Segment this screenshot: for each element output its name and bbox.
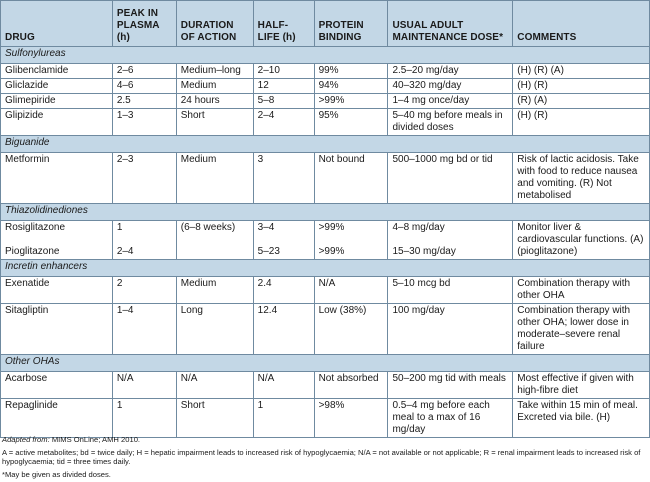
drug-name: Rosiglitazone: [5, 222, 66, 233]
cell-drug: Gliclazide: [1, 79, 113, 94]
cell-protein: [314, 221, 388, 260]
dose-value: 4–8 mg/day: [392, 222, 445, 233]
peak-value: 1: [116, 222, 123, 233]
cell-protein: >99%: [314, 94, 388, 109]
cell-peak: 2–3: [112, 153, 176, 204]
table-row: [1, 153, 650, 204]
source-label: Adapted from:: [2, 435, 50, 444]
cell-peak: 1–4: [112, 304, 176, 355]
cell-half-life: N/A: [253, 372, 314, 399]
col-header-drug: DRUG: [1, 1, 113, 47]
cell-protein: >98%: [314, 399, 388, 438]
cell-comments: (H) (R): [513, 79, 650, 94]
half-life-value: 3–4: [257, 222, 275, 233]
table-row: [1, 277, 650, 304]
cell-half-life: 2.4: [253, 277, 314, 304]
cell-half-life: 1: [253, 399, 314, 438]
cell-dose: 2.5–20 mg/day: [388, 64, 513, 79]
cell-dose: [388, 221, 513, 260]
cell-duration: Medium: [176, 79, 253, 94]
table-row: [1, 94, 650, 109]
cell-drug: Metformin: [1, 153, 113, 204]
cell-dose: 1–4 mg once/day: [388, 94, 513, 109]
col-header-dose: USUAL ADULT MAINTENANCE DOSE*: [388, 1, 513, 47]
cell-comments: (H) (R): [513, 109, 650, 136]
cell-half-life: [253, 221, 314, 260]
category-row: [1, 260, 650, 277]
col-header-duration: DURATION OF ACTION: [176, 1, 253, 47]
category-row: [1, 204, 650, 221]
source-text: MIMS OnLine; AMH 2010.: [49, 435, 141, 444]
table-row: [1, 221, 650, 260]
cell-dose: 500–1000 mg bd or tid: [388, 153, 513, 204]
cell-comments: (R) (A): [513, 94, 650, 109]
cell-duration: (6–8 weeks): [176, 221, 253, 260]
cell-protein: Not absorbed: [314, 372, 388, 399]
cell-half-life: 3: [253, 153, 314, 204]
col-header-peak: PEAK IN PLASMA (h): [112, 1, 176, 47]
cell-peak: 1: [112, 399, 176, 438]
cell-drug: Repaglinide: [1, 399, 113, 438]
category-row: [1, 136, 650, 153]
cell-protein: 94%: [314, 79, 388, 94]
cell-duration: Medium: [176, 277, 253, 304]
cell-comments: Monitor liver & cardiovascular functions. (A) (pioglitazone): [513, 221, 650, 260]
category-label: Incretin enhancers: [1, 260, 650, 277]
cell-drug: Sitagliptin: [1, 304, 113, 355]
cell-duration: Medium–long: [176, 64, 253, 79]
category-label: Biguanide: [1, 136, 650, 153]
peak-value: 2–4: [116, 246, 134, 257]
cell-half-life: 12: [253, 79, 314, 94]
cell-peak: 4–6: [112, 79, 176, 94]
cell-duration: Medium: [176, 153, 253, 204]
table-row: [1, 372, 650, 399]
category-label: Thiazolidinediones: [1, 204, 650, 221]
col-header-half-life: HALF-LIFE (h): [253, 1, 314, 47]
cell-dose: 50–200 mg tid with meals: [388, 372, 513, 399]
cell-drug: Acarbose: [1, 372, 113, 399]
cell-half-life: 2–10: [253, 64, 314, 79]
cell-duration: Short: [176, 109, 253, 136]
category-label: Other OHAs: [1, 355, 650, 372]
cell-duration: N/A: [176, 372, 253, 399]
cell-comments: Take within 15 min of meal. Excreted via bile. (H): [513, 399, 650, 438]
category-row: [1, 355, 650, 372]
cell-half-life: 5–8: [253, 94, 314, 109]
cell-drug: Glimepiride: [1, 94, 113, 109]
cell-comments: Combination therapy with other OHA: [513, 277, 650, 304]
col-header-protein: PROTEIN BINDING: [314, 1, 388, 47]
cell-protein: Not bound: [314, 153, 388, 204]
category-row: [1, 47, 650, 64]
half-life-value: 5–23: [257, 246, 280, 257]
drug-name: Pioglitazone: [5, 246, 60, 257]
cell-half-life: 2–4: [253, 109, 314, 136]
dose-note: *May be given as divided doses.: [2, 469, 111, 479]
cell-dose: 5–10 mcg bd: [388, 277, 513, 304]
table-footnotes: [2, 435, 648, 482]
cell-duration: Long: [176, 304, 253, 355]
cell-protein: N/A: [314, 277, 388, 304]
table-row: [1, 109, 650, 136]
cell-half-life: 12.4: [253, 304, 314, 355]
cell-peak: 1–3: [112, 109, 176, 136]
cell-protein: 99%: [314, 64, 388, 79]
cell-peak: 2.5: [112, 94, 176, 109]
cell-dose: 100 mg/day: [388, 304, 513, 355]
protein-value: >99%: [318, 222, 345, 233]
table-row: [1, 304, 650, 355]
cell-dose: 0.5–4 mg before each meal to a max of 16 mg/day: [388, 399, 513, 438]
table-row: [1, 399, 650, 438]
cell-comments: Most effective if given with high-fibre diet: [513, 372, 650, 399]
cell-peak: 2: [112, 277, 176, 304]
table-row: [1, 64, 650, 79]
cell-drug: Exenatide: [1, 277, 113, 304]
cell-dose: 40–320 mg/day: [388, 79, 513, 94]
cell-duration: Short: [176, 399, 253, 438]
cell-peak: 2–6: [112, 64, 176, 79]
protein-value: >99%: [318, 246, 345, 257]
cell-comments: Combination therapy with other OHA; lower dose in moderate–severe renal failure: [513, 304, 650, 355]
category-label: Sulfonylureas: [1, 47, 650, 64]
abbreviations-note: A = active metabolites; bd = twice daily; H = hepatic impairment leads to increased risk of hypoglycaemia; N/A = not available or not applicable; R = renal impairment leads to increased risk of hypoglycaemia; tid = three times daily.: [2, 447, 641, 467]
cell-peak: N/A: [112, 372, 176, 399]
cell-duration: 24 hours: [176, 94, 253, 109]
cell-protein: 95%: [314, 109, 388, 136]
header-row: [1, 1, 650, 47]
cell-comments: (H) (R) (A): [513, 64, 650, 79]
cell-protein: Low (38%): [314, 304, 388, 355]
source-note: [2, 435, 648, 445]
cell-comments: Risk of lactic acidosis. Take with food to reduce nausea and vomiting. (R) Not metabolised: [513, 153, 650, 204]
col-header-comments: COMMENTS: [513, 1, 650, 47]
table-row: [1, 79, 650, 94]
cell-drug: Glipizide: [1, 109, 113, 136]
cell-drug: Glibenclamide: [1, 64, 113, 79]
cell-drug: [1, 221, 113, 260]
cell-dose: 5–40 mg before meals in divided doses: [388, 109, 513, 136]
dose-value: 15–30 mg/day: [392, 246, 456, 257]
cell-peak: [112, 221, 176, 260]
